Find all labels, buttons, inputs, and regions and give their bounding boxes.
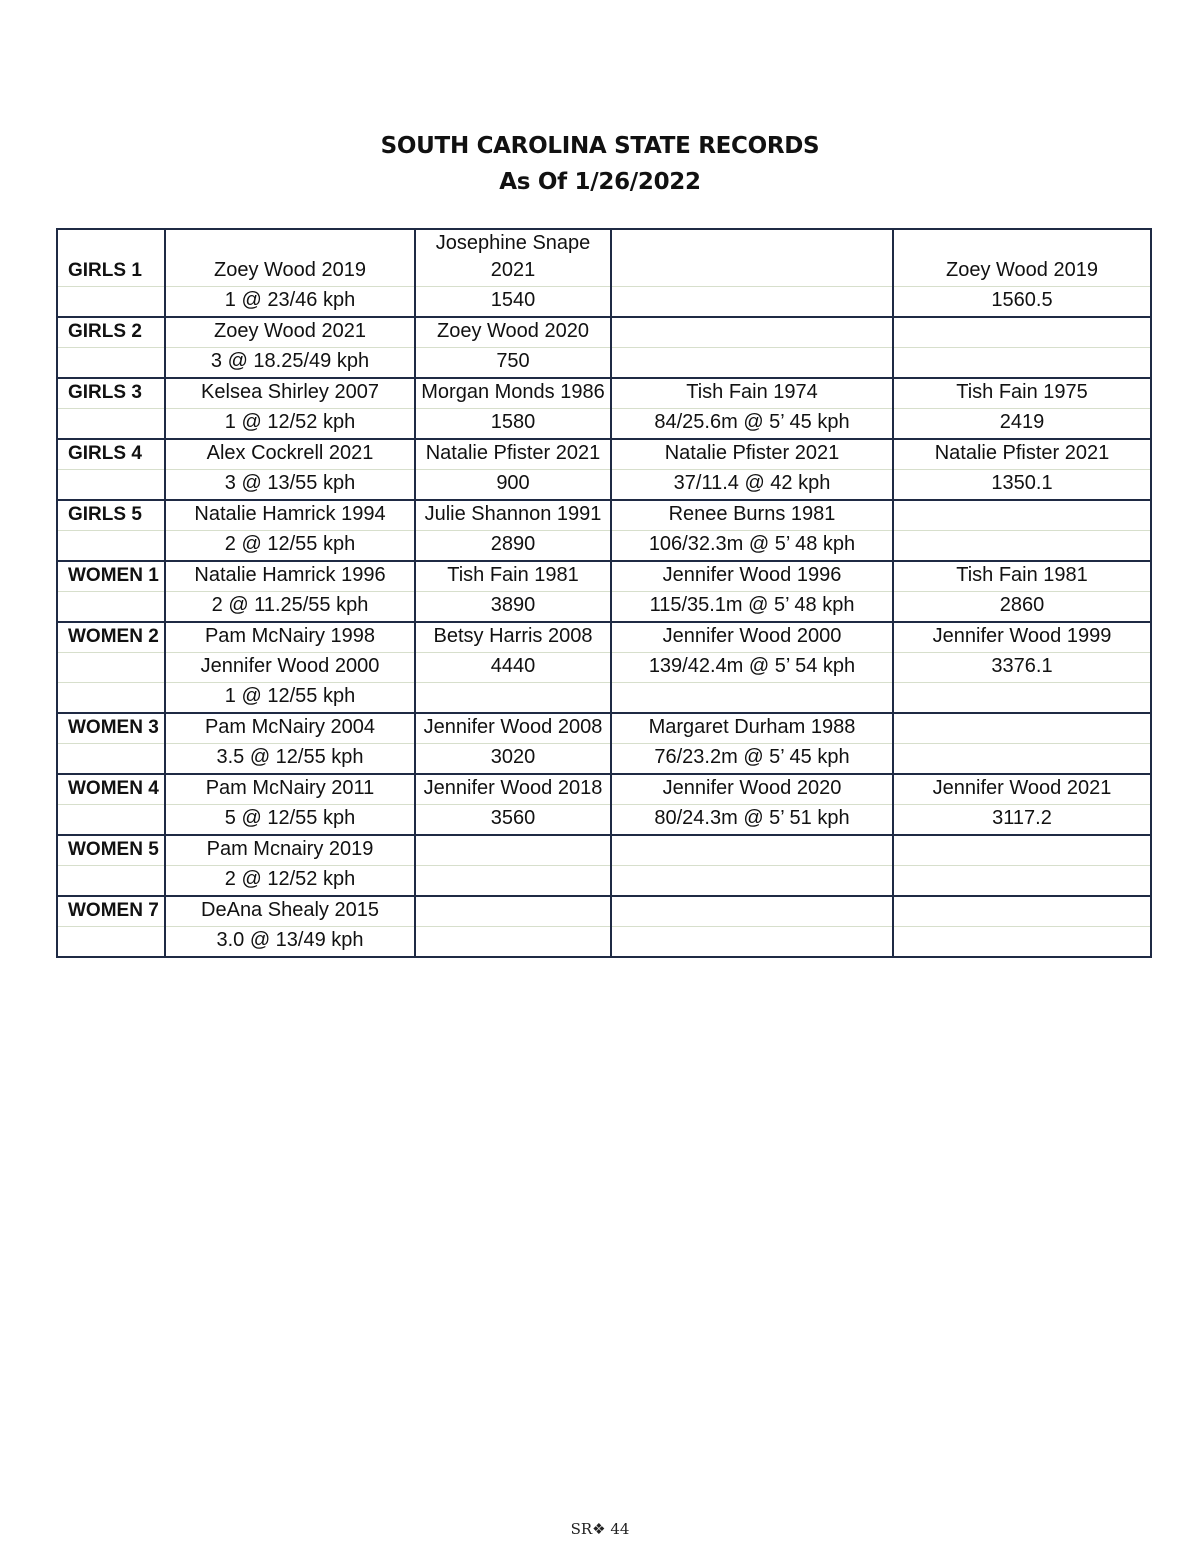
event-4-cell: Zoey Wood 2019 (893, 229, 1151, 287)
event-1-cell: 3.5 @ 12/55 kph (165, 744, 415, 775)
event-1-cell: 2 @ 12/52 kph (165, 866, 415, 897)
event-4-cell: Tish Fain 1981 (893, 561, 1151, 592)
event-4-cell (893, 927, 1151, 958)
event-2-cell: Natalie Pfister 2021 (415, 439, 611, 470)
page-subtitle: As Of 1/26/2022 (499, 169, 701, 195)
event-3-cell (611, 896, 893, 927)
record-sub-row (57, 348, 1151, 379)
records-body (57, 229, 1151, 957)
event-4-cell: 1560.5 (893, 287, 1151, 318)
record-sub-row (57, 470, 1151, 501)
event-4-cell (893, 500, 1151, 531)
class-cell (57, 805, 165, 836)
event-3-cell (611, 287, 893, 318)
event-1-cell: Pam McNairy 2004 (165, 713, 415, 744)
class-cell: GIRLS 4 (57, 439, 165, 470)
event-3-cell: Jennifer Wood 1996 (611, 561, 893, 592)
record-sub-row (57, 744, 1151, 775)
class-cell (57, 470, 165, 501)
event-2-cell: 3890 (415, 592, 611, 623)
event-1-cell: Pam McNairy 2011 (165, 774, 415, 805)
title-block (0, 128, 1200, 200)
event-3-cell (611, 835, 893, 866)
event-2-cell (415, 896, 611, 927)
event-2-cell: 900 (415, 470, 611, 501)
event-2-cell: Jennifer Wood 2018 (415, 774, 611, 805)
event-4-cell: Jennifer Wood 2021 (893, 774, 1151, 805)
record-sub-row (57, 866, 1151, 897)
record-group-row (57, 500, 1151, 531)
event-1-cell: 1 @ 12/55 kph (165, 683, 415, 714)
event-1-cell: Kelsea Shirley 2007 (165, 378, 415, 409)
record-sub-row (57, 592, 1151, 623)
event-2-cell: 1540 (415, 287, 611, 318)
event-4-cell: Tish Fain 1975 (893, 378, 1151, 409)
event-1-cell: Pam McNairy 1998 (165, 622, 415, 653)
event-4-cell: 2419 (893, 409, 1151, 440)
event-1-cell: Pam Mcnairy 2019 (165, 835, 415, 866)
event-1-cell: DeAna Shealy 2015 (165, 896, 415, 927)
class-cell: WOMEN 7 (57, 896, 165, 927)
event-1-cell: Zoey Wood 2019 (165, 229, 415, 287)
event-1-cell: 5 @ 12/55 kph (165, 805, 415, 836)
event-2-cell: Josephine Snape 2021 (415, 229, 611, 287)
record-sub-row (57, 653, 1151, 683)
event-4-cell (893, 713, 1151, 744)
event-2-cell: 3020 (415, 744, 611, 775)
event-4-cell (893, 683, 1151, 714)
event-4-cell (893, 744, 1151, 775)
class-cell (57, 866, 165, 897)
event-2-cell: Zoey Wood 2020 (415, 317, 611, 348)
event-4-cell (893, 531, 1151, 562)
record-sub-row (57, 531, 1151, 562)
event-1-cell: Zoey Wood 2021 (165, 317, 415, 348)
event-1-cell: 3 @ 13/55 kph (165, 470, 415, 501)
record-group-row (57, 317, 1151, 348)
class-cell: WOMEN 4 (57, 774, 165, 805)
class-cell (57, 927, 165, 958)
event-3-cell (611, 348, 893, 379)
record-group-row (57, 835, 1151, 866)
record-group-row (57, 378, 1151, 409)
event-4-cell: 2860 (893, 592, 1151, 623)
event-3-cell: Tish Fain 1974 (611, 378, 893, 409)
class-cell: GIRLS 2 (57, 317, 165, 348)
event-3-cell: Jennifer Wood 2020 (611, 774, 893, 805)
event-3-cell: 84/25.6m @ 5’ 45 kph (611, 409, 893, 440)
event-2-cell: 2890 (415, 531, 611, 562)
event-2-cell: Betsy Harris 2008 (415, 622, 611, 653)
event-4-cell (893, 317, 1151, 348)
event-3-cell: 76/23.2m @ 5’ 45 kph (611, 744, 893, 775)
event-1-cell: Natalie Hamrick 1994 (165, 500, 415, 531)
event-2-cell: 4440 (415, 653, 611, 683)
event-4-cell: 3376.1 (893, 653, 1151, 683)
class-cell: GIRLS 5 (57, 500, 165, 531)
class-cell: GIRLS 1 (57, 229, 165, 287)
event-2-cell (415, 927, 611, 958)
event-3-cell: Margaret Durham 1988 (611, 713, 893, 744)
event-3-cell: Natalie Pfister 2021 (611, 439, 893, 470)
class-cell (57, 531, 165, 562)
record-group-row (57, 229, 1151, 287)
event-4-cell (893, 866, 1151, 897)
event-1-cell: 3 @ 18.25/49 kph (165, 348, 415, 379)
event-4-cell (893, 835, 1151, 866)
event-3-cell: Jennifer Wood 2000 (611, 622, 893, 653)
record-sub-row (57, 287, 1151, 318)
record-group-row (57, 561, 1151, 592)
class-cell: WOMEN 1 (57, 561, 165, 592)
event-3-cell: 115/35.1m @ 5’ 48 kph (611, 592, 893, 623)
class-cell (57, 348, 165, 379)
event-1-cell: Alex Cockrell 2021 (165, 439, 415, 470)
record-group-row (57, 896, 1151, 927)
record-group-row (57, 622, 1151, 653)
class-cell: GIRLS 3 (57, 378, 165, 409)
event-3-cell (611, 866, 893, 897)
record-sub-row (57, 927, 1151, 958)
event-2-cell (415, 835, 611, 866)
event-3-cell: Renee Burns 1981 (611, 500, 893, 531)
event-3-cell (611, 683, 893, 714)
event-1-cell: 1 @ 12/52 kph (165, 409, 415, 440)
class-cell: WOMEN 5 (57, 835, 165, 866)
event-2-cell: Jennifer Wood 2008 (415, 713, 611, 744)
record-sub-row (57, 409, 1151, 440)
event-2-cell (415, 866, 611, 897)
event-3-cell (611, 317, 893, 348)
event-1-cell: 2 @ 12/55 kph (165, 531, 415, 562)
record-sub-row (57, 805, 1151, 836)
event-2-cell: Morgan Monds 1986 (415, 378, 611, 409)
event-4-cell: 3117.2 (893, 805, 1151, 836)
event-3-cell: 37/11.4 @ 42 kph (611, 470, 893, 501)
event-1-cell: 3.0 @ 13/49 kph (165, 927, 415, 958)
record-sub-row (57, 683, 1151, 714)
event-2-cell: 1580 (415, 409, 611, 440)
record-group-row (57, 774, 1151, 805)
class-cell (57, 683, 165, 714)
event-2-cell: Julie Shannon 1991 (415, 500, 611, 531)
event-2-cell: 750 (415, 348, 611, 379)
event-4-cell: Jennifer Wood 1999 (893, 622, 1151, 653)
class-cell (57, 744, 165, 775)
event-1-cell: 1 @ 23/46 kph (165, 287, 415, 318)
record-group-row (57, 439, 1151, 470)
event-4-cell: Natalie Pfister 2021 (893, 439, 1151, 470)
page-footer: SR❖ 44 (570, 1520, 630, 1538)
record-group-row (57, 713, 1151, 744)
event-3-cell (611, 229, 893, 287)
event-1-cell: 2 @ 11.25/55 kph (165, 592, 415, 623)
class-cell (57, 653, 165, 683)
event-3-cell: 106/32.3m @ 5’ 48 kph (611, 531, 893, 562)
event-3-cell (611, 927, 893, 958)
event-4-cell (893, 348, 1151, 379)
event-3-cell: 139/42.4m @ 5’ 54 kph (611, 653, 893, 683)
event-3-cell: 80/24.3m @ 5’ 51 kph (611, 805, 893, 836)
event-4-cell: 1350.1 (893, 470, 1151, 501)
event-2-cell (415, 683, 611, 714)
event-2-cell: Tish Fain 1981 (415, 561, 611, 592)
class-cell: WOMEN 2 (57, 622, 165, 653)
event-1-cell: Natalie Hamrick 1996 (165, 561, 415, 592)
class-cell (57, 592, 165, 623)
event-1-cell: Jennifer Wood 2000 (165, 653, 415, 683)
class-cell (57, 287, 165, 318)
page-title: SOUTH CAROLINA STATE RECORDS (380, 133, 820, 159)
event-4-cell (893, 896, 1151, 927)
records-table (56, 228, 1152, 958)
class-cell: WOMEN 3 (57, 713, 165, 744)
class-cell (57, 409, 165, 440)
event-2-cell: 3560 (415, 805, 611, 836)
